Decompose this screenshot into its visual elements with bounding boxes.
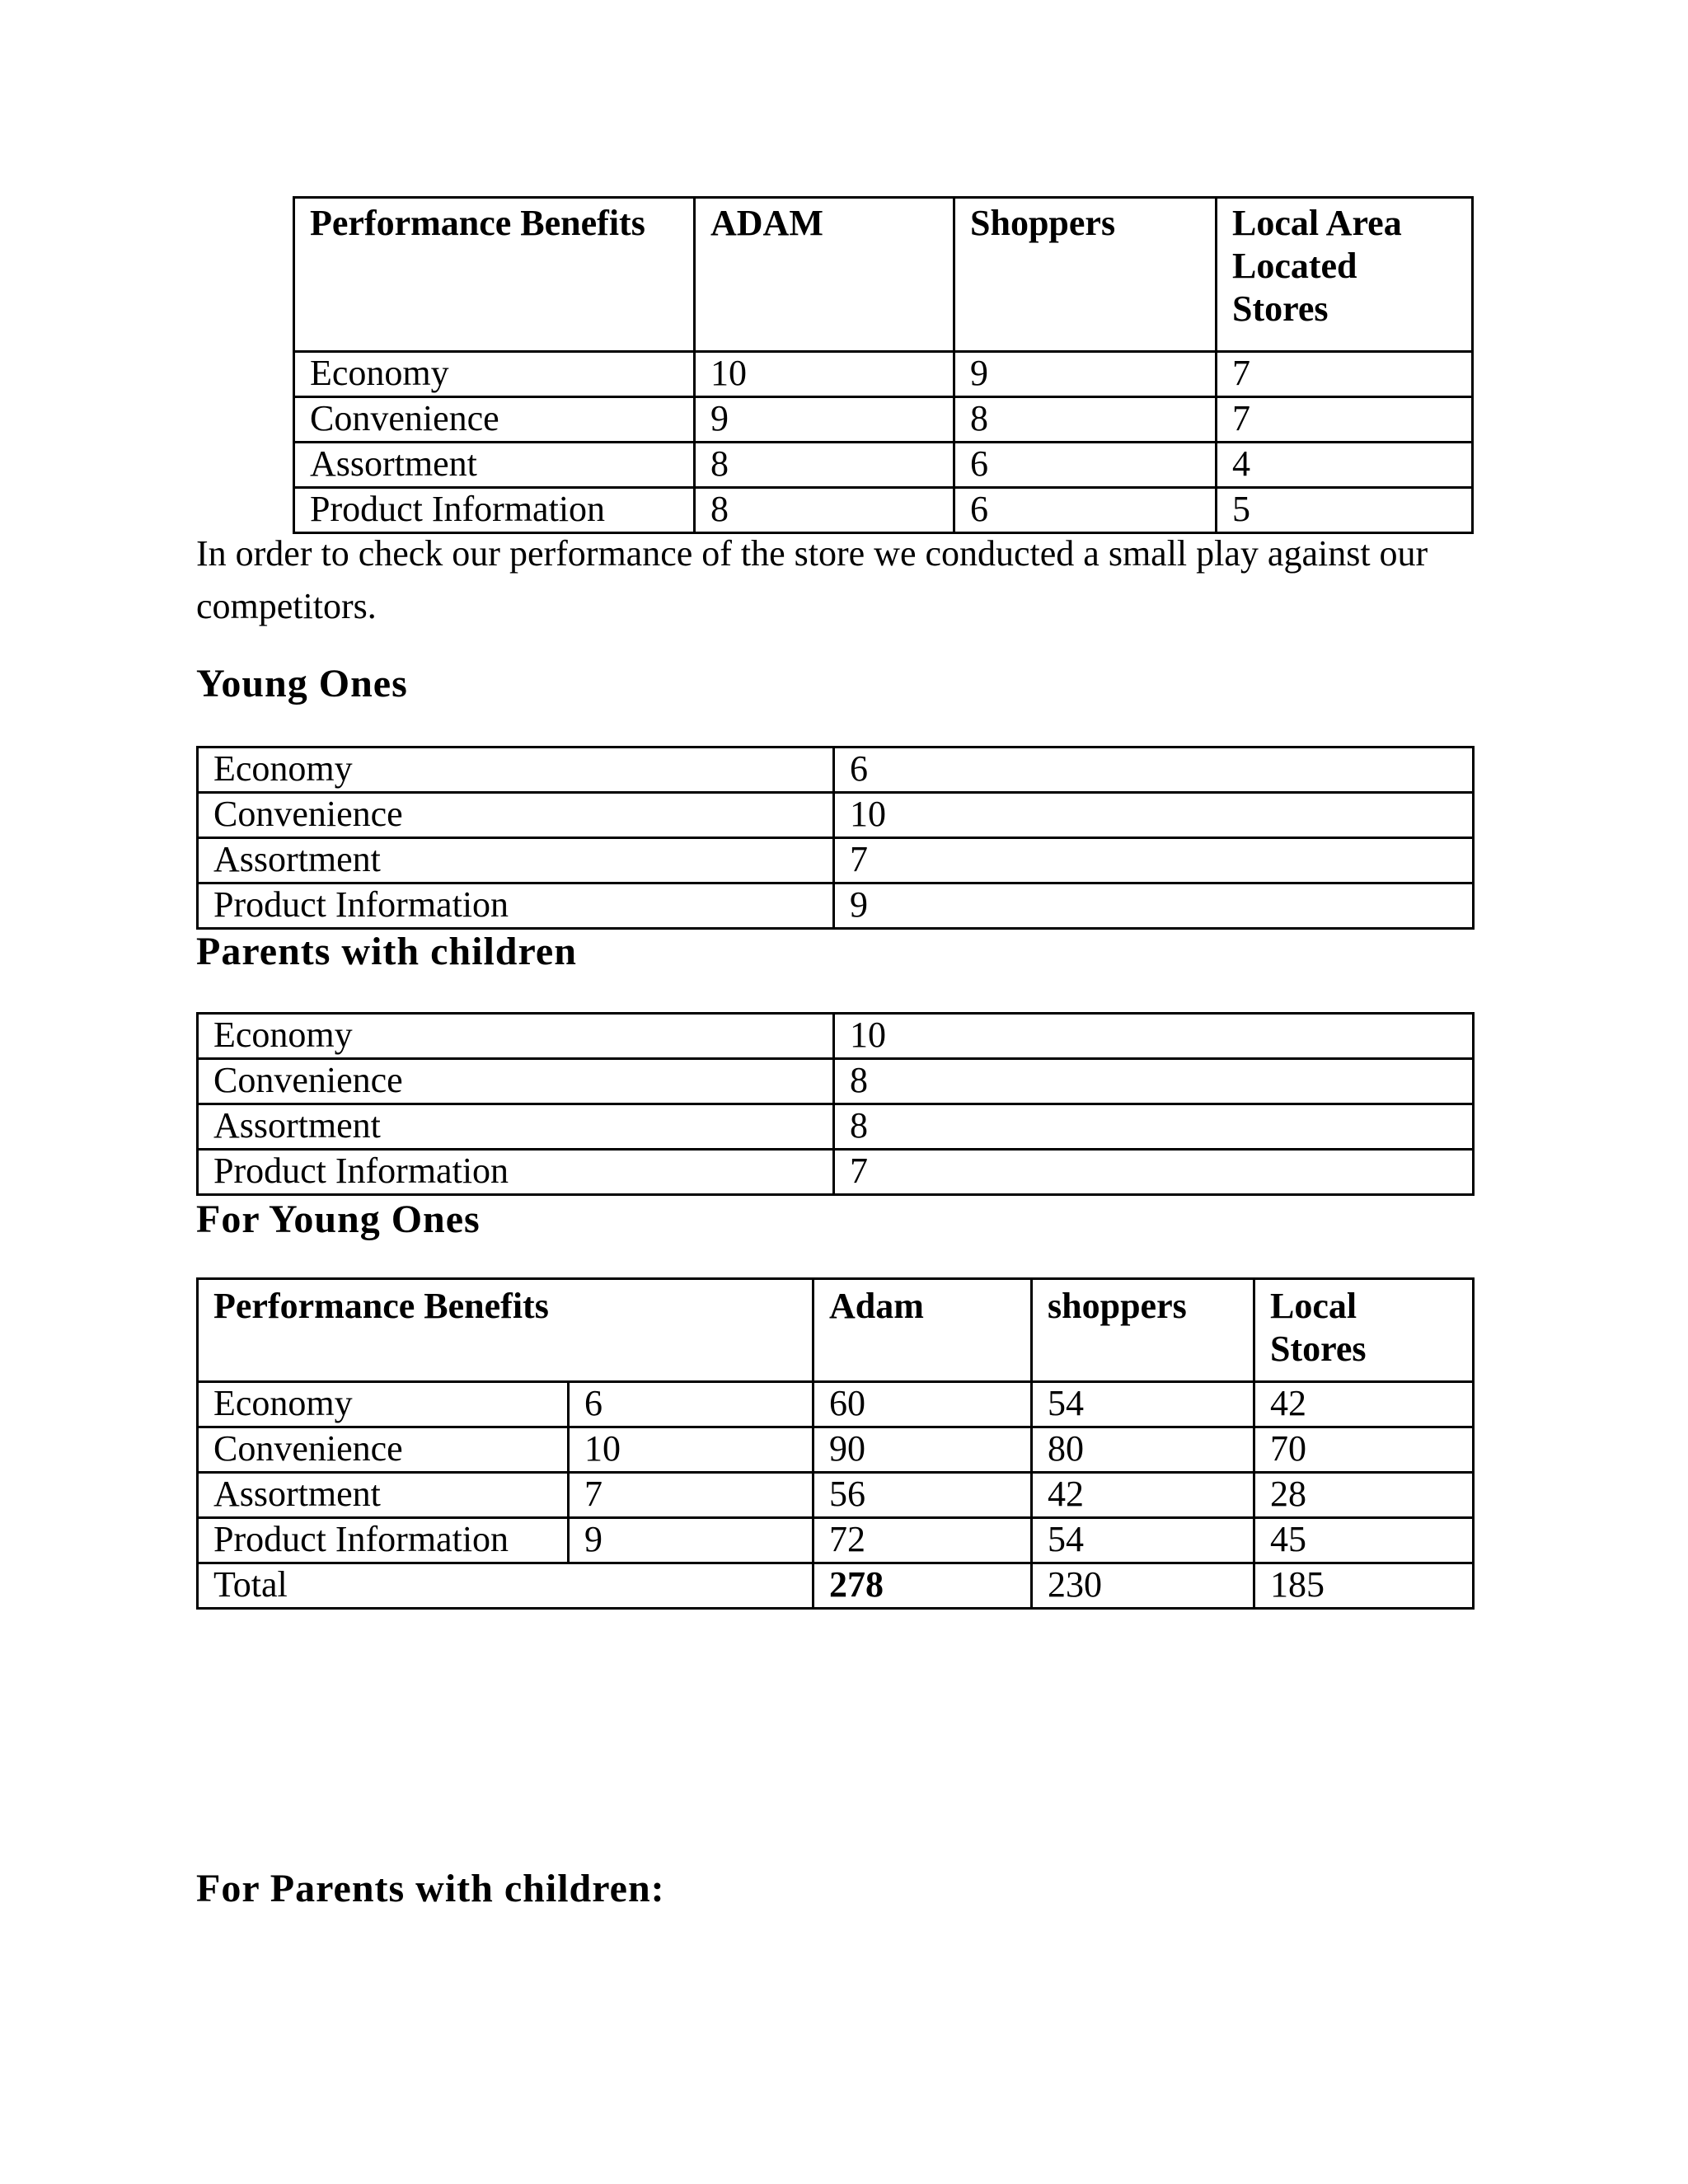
total-label: Total — [198, 1563, 814, 1609]
table-cell: 6 — [954, 443, 1217, 488]
table-row — [294, 352, 1473, 397]
table-cell: Convenience — [198, 793, 834, 838]
table-row — [198, 883, 1474, 929]
intro-paragraph: In order to check our performance of the store we conducted a small play against our competitors. — [196, 533, 1428, 626]
table-row — [198, 1518, 1474, 1563]
table-cell: 9 — [954, 352, 1217, 397]
header-performance-benefits: Performance Benefits — [294, 198, 695, 352]
parents-table — [196, 1012, 1475, 1196]
header-shoppers: Shoppers — [954, 198, 1217, 352]
table-row — [198, 1473, 1474, 1518]
table-cell: Product Information — [198, 1518, 569, 1563]
table-cell: Assortment — [294, 443, 695, 488]
table-cell: 8 — [954, 397, 1217, 443]
table-row — [198, 1150, 1474, 1195]
table-cell: 9 — [569, 1518, 814, 1563]
table-cell: 72 — [814, 1518, 1032, 1563]
total-local-stores: 185 — [1254, 1563, 1474, 1609]
table-cell: Assortment — [198, 1104, 834, 1150]
table-cell: 80 — [1032, 1427, 1254, 1473]
table-cell: 8 — [834, 1059, 1474, 1104]
table-cell: Product Information — [198, 1150, 834, 1195]
for-young-ones-table — [196, 1277, 1475, 1610]
table-cell: 10 — [695, 352, 954, 397]
table-cell: Convenience — [294, 397, 695, 443]
table-row — [198, 1104, 1474, 1150]
table-row — [198, 1059, 1474, 1104]
table-cell: 8 — [695, 443, 954, 488]
header-adam: Adam — [814, 1279, 1032, 1382]
heading-for-young-ones: For Young Ones — [196, 1197, 481, 1241]
table-cell: 7 — [569, 1473, 814, 1518]
header-adam: ADAM — [695, 198, 954, 352]
heading-parents-with-children: Parents with children — [196, 930, 577, 973]
table-cell: Assortment — [198, 838, 834, 883]
table-cell: Convenience — [198, 1427, 569, 1473]
table-row — [198, 838, 1474, 883]
table-cell: 54 — [1032, 1518, 1254, 1563]
table-cell: Economy — [198, 1382, 569, 1427]
heading-young-ones: Young Ones — [196, 662, 408, 705]
table-cell: 6 — [954, 488, 1217, 533]
table-row — [198, 793, 1474, 838]
table-cell: Economy — [198, 1014, 834, 1059]
total-shoppers: 230 — [1032, 1563, 1254, 1609]
table-cell: 56 — [814, 1473, 1032, 1518]
performance-benefits-table — [293, 196, 1474, 534]
table-cell: Product Information — [198, 883, 834, 929]
table-cell: 4 — [1217, 443, 1473, 488]
table-row — [294, 397, 1473, 443]
table-row — [198, 1014, 1474, 1059]
table-cell: 70 — [1254, 1427, 1474, 1473]
table-row — [294, 488, 1473, 533]
header-performance-benefits: Performance Benefits — [198, 1279, 814, 1382]
table-cell: Convenience — [198, 1059, 834, 1104]
table-row — [294, 443, 1473, 488]
table-cell: 10 — [834, 1014, 1474, 1059]
table-cell: 42 — [1254, 1382, 1474, 1427]
table-cell: 7 — [1217, 397, 1473, 443]
table-cell: 28 — [1254, 1473, 1474, 1518]
table-cell: 7 — [834, 1150, 1474, 1195]
table-cell: 8 — [695, 488, 954, 533]
table-cell: 6 — [569, 1382, 814, 1427]
header-local-area-located-stores: Local Area Located Stores — [1217, 198, 1473, 352]
table-cell: 10 — [569, 1427, 814, 1473]
table-cell: 90 — [814, 1427, 1032, 1473]
table-cell: 54 — [1032, 1382, 1254, 1427]
table-cell: Economy — [198, 748, 834, 793]
table-cell: 9 — [834, 883, 1474, 929]
table-row — [198, 748, 1474, 793]
table-cell: 9 — [695, 397, 954, 443]
heading-for-parents-with-children: For Parents with children: — [196, 1867, 665, 1910]
table-cell: Assortment — [198, 1473, 569, 1518]
table-cell: 45 — [1254, 1518, 1474, 1563]
total-row — [198, 1563, 1474, 1609]
table-cell: 8 — [834, 1104, 1474, 1150]
table-header-row — [198, 1279, 1474, 1382]
total-adam: 278 — [814, 1563, 1032, 1609]
header-local-stores: Local Stores — [1254, 1279, 1474, 1382]
table-cell: 7 — [834, 838, 1474, 883]
header-shoppers: shoppers — [1032, 1279, 1254, 1382]
table-cell: 6 — [834, 748, 1474, 793]
table-cell: 5 — [1217, 488, 1473, 533]
table-cell: 7 — [1217, 352, 1473, 397]
table-cell: 60 — [814, 1382, 1032, 1427]
table-header-row — [294, 198, 1473, 352]
table-cell: 42 — [1032, 1473, 1254, 1518]
table-cell: Economy — [294, 352, 695, 397]
table-row — [198, 1427, 1474, 1473]
table-cell: Product Information — [294, 488, 695, 533]
table-cell: 10 — [834, 793, 1474, 838]
young-ones-table — [196, 746, 1475, 930]
table-row — [198, 1382, 1474, 1427]
